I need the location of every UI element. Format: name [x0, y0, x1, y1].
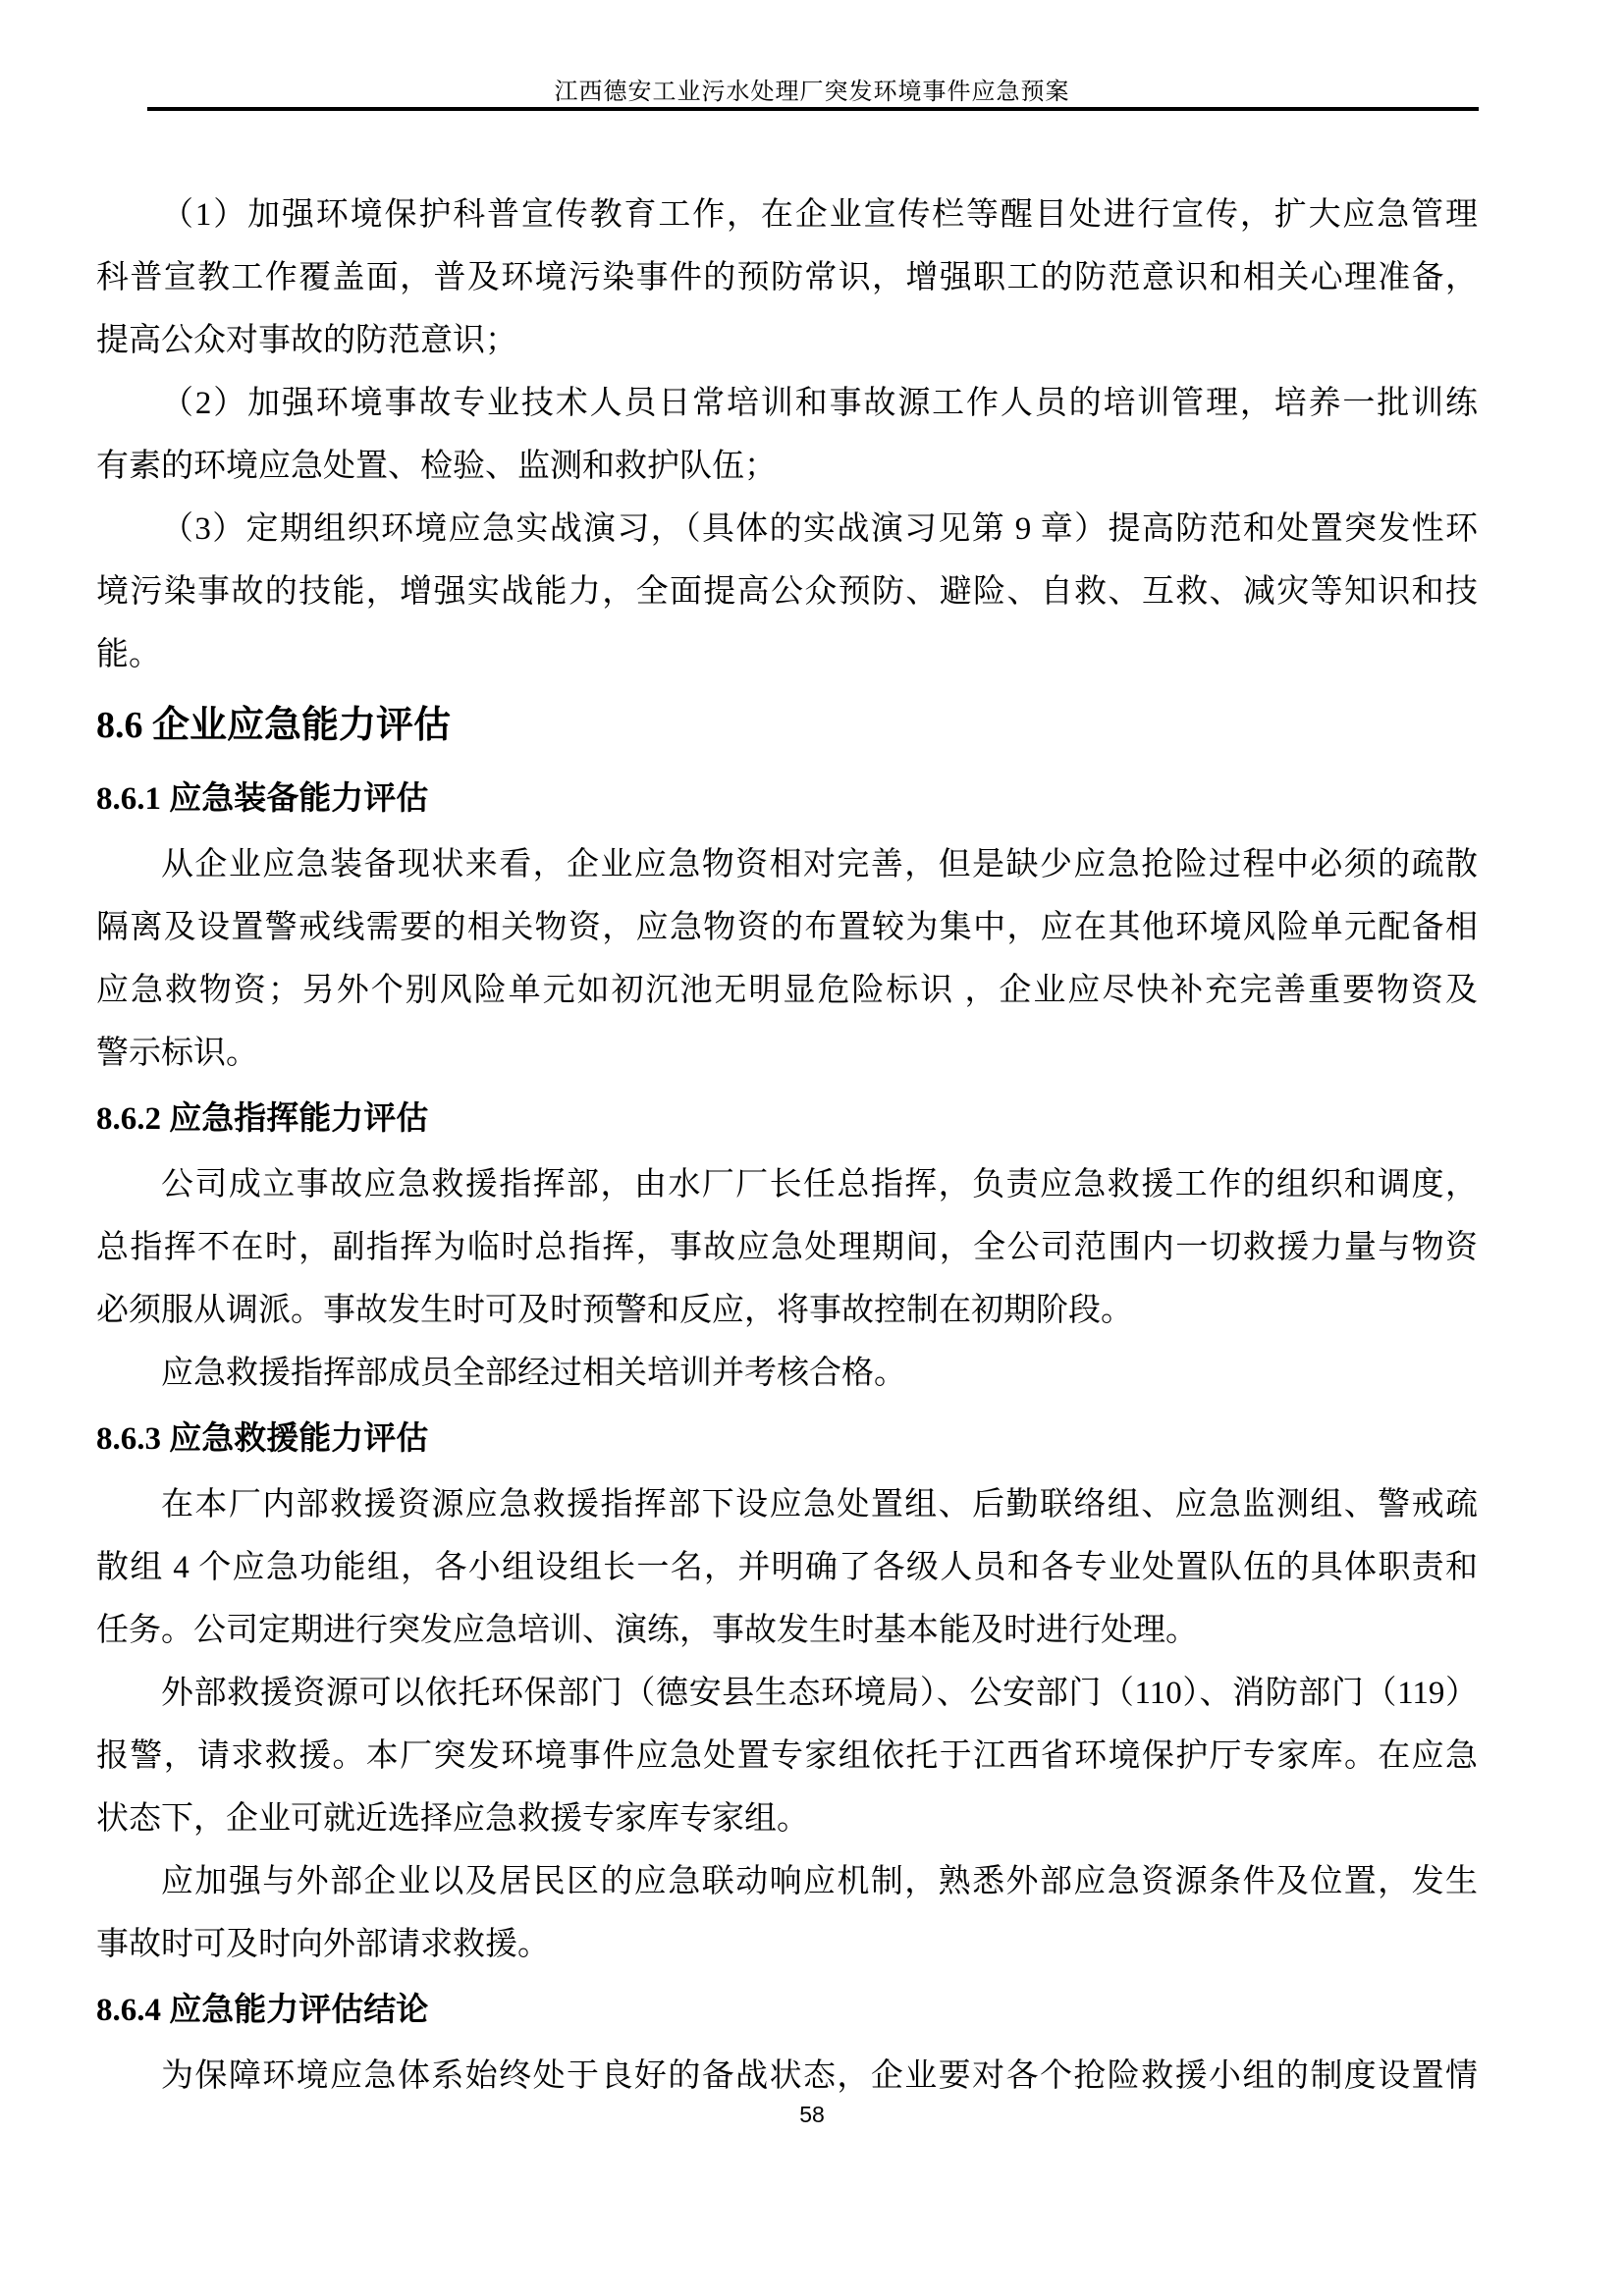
- paragraph-line: （3）定期组织环境应急实战演习，（具体的实战演习见第 9 章）提高防范和处置突发性环: [161, 511, 1478, 547]
- paragraph-line: 隔离及设置警戒线需要的相关物资，应急物资的布置较为集中，应在其他环境风险单元配备相: [96, 910, 1478, 945]
- heading-8-6-4: 8.6.4 应急能力评估结论: [96, 1993, 429, 2028]
- paragraph-line: 从企业应急装备现状来看，企业应急物资相对完善，但是缺少应急抢险过程中必须的疏散: [161, 847, 1478, 882]
- document-content: [96, 184, 1478, 2108]
- heading-8-6-2: 8.6.2 应急指挥能力评估: [96, 1101, 429, 1137]
- paragraph-line: 应急救援指挥部成员全部经过相关培训并考核合格。: [161, 1356, 906, 1391]
- header-title: 江西德安工业污水处理厂突发环境事件应急预案: [554, 80, 1070, 105]
- paragraph-line: 为保障环境应急体系始终处于良好的备战状态，企业要对各个抢险救援小组的制度设置情: [161, 2058, 1478, 2094]
- paragraph-line: 应加强与外部企业以及居民区的应急联动响应机制，熟悉外部应急资源条件及位置，发生: [161, 1864, 1478, 1899]
- paragraph-line: （2）加强环境事故专业技术人员日常培训和事故源工作人员的培训管理，培养一批训练: [161, 386, 1478, 421]
- paragraph-line: 提高公众对事故的防范意识；: [96, 323, 517, 358]
- heading-8-6-3: 8.6.3 应急救援能力评估: [96, 1421, 429, 1457]
- paragraph-line: 必须服从调派。事故发生时可及时预警和反应，将事故控制在初期阶段。: [96, 1293, 1133, 1328]
- paragraph-line: 事故时可及时向外部请求救援。: [96, 1927, 550, 1962]
- header-rule: [147, 107, 1479, 111]
- paragraph-line: 散组 4 个应急功能组，各小组设组长一名，并明确了各级人员和各专业处置队伍的具体职责和: [96, 1550, 1478, 1585]
- paragraph-line: 在本厂内部救援资源应急救援指挥部下设应急处置组、后勤联络组、应急监测组、警戒疏: [161, 1487, 1478, 1522]
- paragraph-line: 警示标识。: [96, 1036, 258, 1071]
- paragraph-line: 状态下，企业可就近选择应急救援专家库专家组。: [96, 1801, 809, 1837]
- page-number: 58: [799, 2102, 825, 2127]
- paragraph-line: 外部救援资源可以依托环保部门（德安县生态环境局）、公安部门（110）、消防部门（119）: [161, 1676, 1478, 1711]
- paragraph-line: 公司成立事故应急救援指挥部，由水厂厂长任总指挥，负责应急救援工作的组织和调度，: [161, 1167, 1478, 1202]
- paragraph-line: 应急救物资；另外个别风险单元如初沉池无明显危险标识 ，企业应尽快补充完善重要物资及: [96, 973, 1478, 1008]
- paragraph-line: 有素的环境应急处置、检验、监测和救护队伍；: [96, 449, 777, 484]
- paragraph-line: 任务。公司定期进行突发应急培训、演练，事故发生时基本能及时进行处理。: [96, 1613, 1198, 1648]
- paragraph-line: 报警，请求救援。本厂突发环境事件应急处置专家组依托于江西省环境保护厅专家库。在应急: [96, 1738, 1478, 1774]
- paragraph-line: 科普宣教工作覆盖面，普及环境污染事件的预防常识，增强职工的防范意识和相关心理准备，: [96, 260, 1478, 295]
- paragraph-line: 总指挥不在时，副指挥为临时总指挥，事故应急处理期间，全公司范围内一切救援力量与物资: [96, 1230, 1478, 1265]
- paragraph-line: 能。: [96, 637, 161, 672]
- paragraph-line: （1）加强环境保护科普宣传教育工作，在企业宣传栏等醒目处进行宣传，扩大应急管理: [161, 197, 1478, 233]
- heading-8-6: 8.6 企业应急能力评估: [96, 705, 452, 746]
- paragraph-line: 境污染事故的技能，增强实战能力，全面提高公众预防、避险、自救、互救、减灾等知识和技: [96, 574, 1478, 610]
- heading-8-6-1: 8.6.1 应急装备能力评估: [96, 781, 429, 817]
